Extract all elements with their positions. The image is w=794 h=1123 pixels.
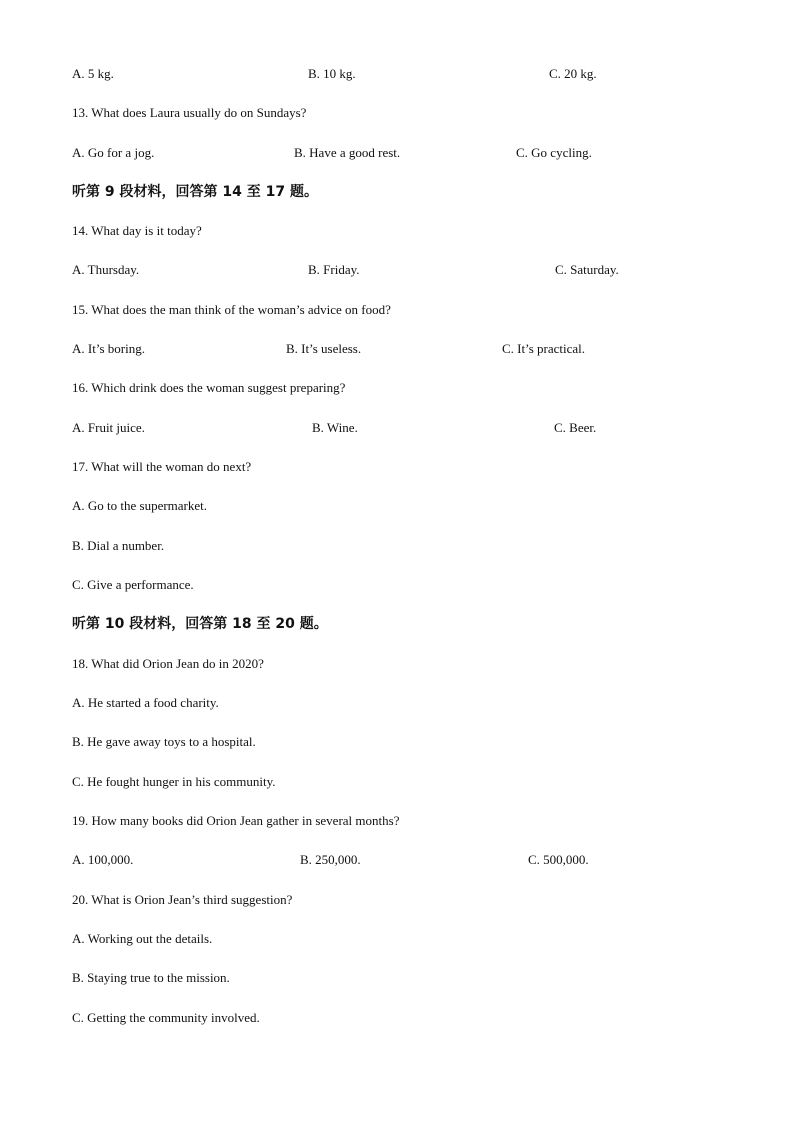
q20-option-a: A. Working out the details. bbox=[72, 931, 213, 946]
q19-option-c: C. 500,000. bbox=[528, 852, 589, 867]
q12-option-c: C. 20 kg. bbox=[549, 66, 597, 81]
q17-option-b: B. Dial a number. bbox=[72, 538, 165, 553]
section-10-heading: 听第 10 段材料，回答第 18 至 20 题。 bbox=[72, 616, 328, 632]
q16-question: 16. Which drink does the woman suggest preparing? bbox=[72, 380, 346, 395]
q16-option-b: B. Wine. bbox=[312, 420, 358, 435]
section-9-heading: 听第 9 段材料，回答第 14 至 17 题。 bbox=[72, 184, 318, 200]
q15-option-a: A. It’s boring. bbox=[72, 341, 145, 356]
q12-option-b: B. 10 kg. bbox=[308, 66, 356, 81]
q20-option-c: C. Getting the community involved. bbox=[72, 1010, 260, 1025]
q14-option-a: A. Thursday. bbox=[72, 262, 140, 277]
q18-option-b: B. He gave away toys to a hospital. bbox=[72, 734, 256, 749]
q19-option-b: B. 250,000. bbox=[300, 852, 361, 867]
q17-question: 17. What will the woman do next? bbox=[72, 459, 252, 474]
q13-option-a: A. Go for a jog. bbox=[72, 145, 155, 160]
q14-question: 14. What day is it today? bbox=[72, 223, 202, 238]
q16-option-c: C. Beer. bbox=[554, 420, 597, 435]
q15-option-b: B. It’s useless. bbox=[286, 341, 362, 356]
q15-question: 15. What does the man think of the woman’s advice on food? bbox=[72, 302, 391, 317]
q20-question: 20. What is Orion Jean’s third suggestion? bbox=[72, 892, 293, 907]
q15-option-c: C. It’s practical. bbox=[502, 341, 586, 356]
q14-option-c: C. Saturday. bbox=[555, 262, 619, 277]
q19-question: 19. How many books did Orion Jean gather in several months? bbox=[72, 813, 400, 828]
q13-option-b: B. Have a good rest. bbox=[294, 145, 401, 160]
q12-option-a: A. 5 kg. bbox=[72, 66, 114, 81]
q18-question: 18. What did Orion Jean do in 2020? bbox=[72, 656, 264, 671]
q14-option-b: B. Friday. bbox=[308, 262, 360, 277]
q18-option-a: A. He started a food charity. bbox=[72, 695, 219, 710]
q19-option-a: A. 100,000. bbox=[72, 852, 134, 867]
q13-question: 13. What does Laura usually do on Sundays? bbox=[72, 105, 307, 120]
q16-option-a: A. Fruit juice. bbox=[72, 420, 145, 435]
q17-option-c: C. Give a performance. bbox=[72, 577, 194, 592]
q17-option-a: A. Go to the supermarket. bbox=[72, 498, 208, 513]
q13-option-c: C. Go cycling. bbox=[516, 145, 592, 160]
q18-option-c: C. He fought hunger in his community. bbox=[72, 774, 276, 789]
q20-option-b: B. Staying true to the mission. bbox=[72, 970, 230, 985]
